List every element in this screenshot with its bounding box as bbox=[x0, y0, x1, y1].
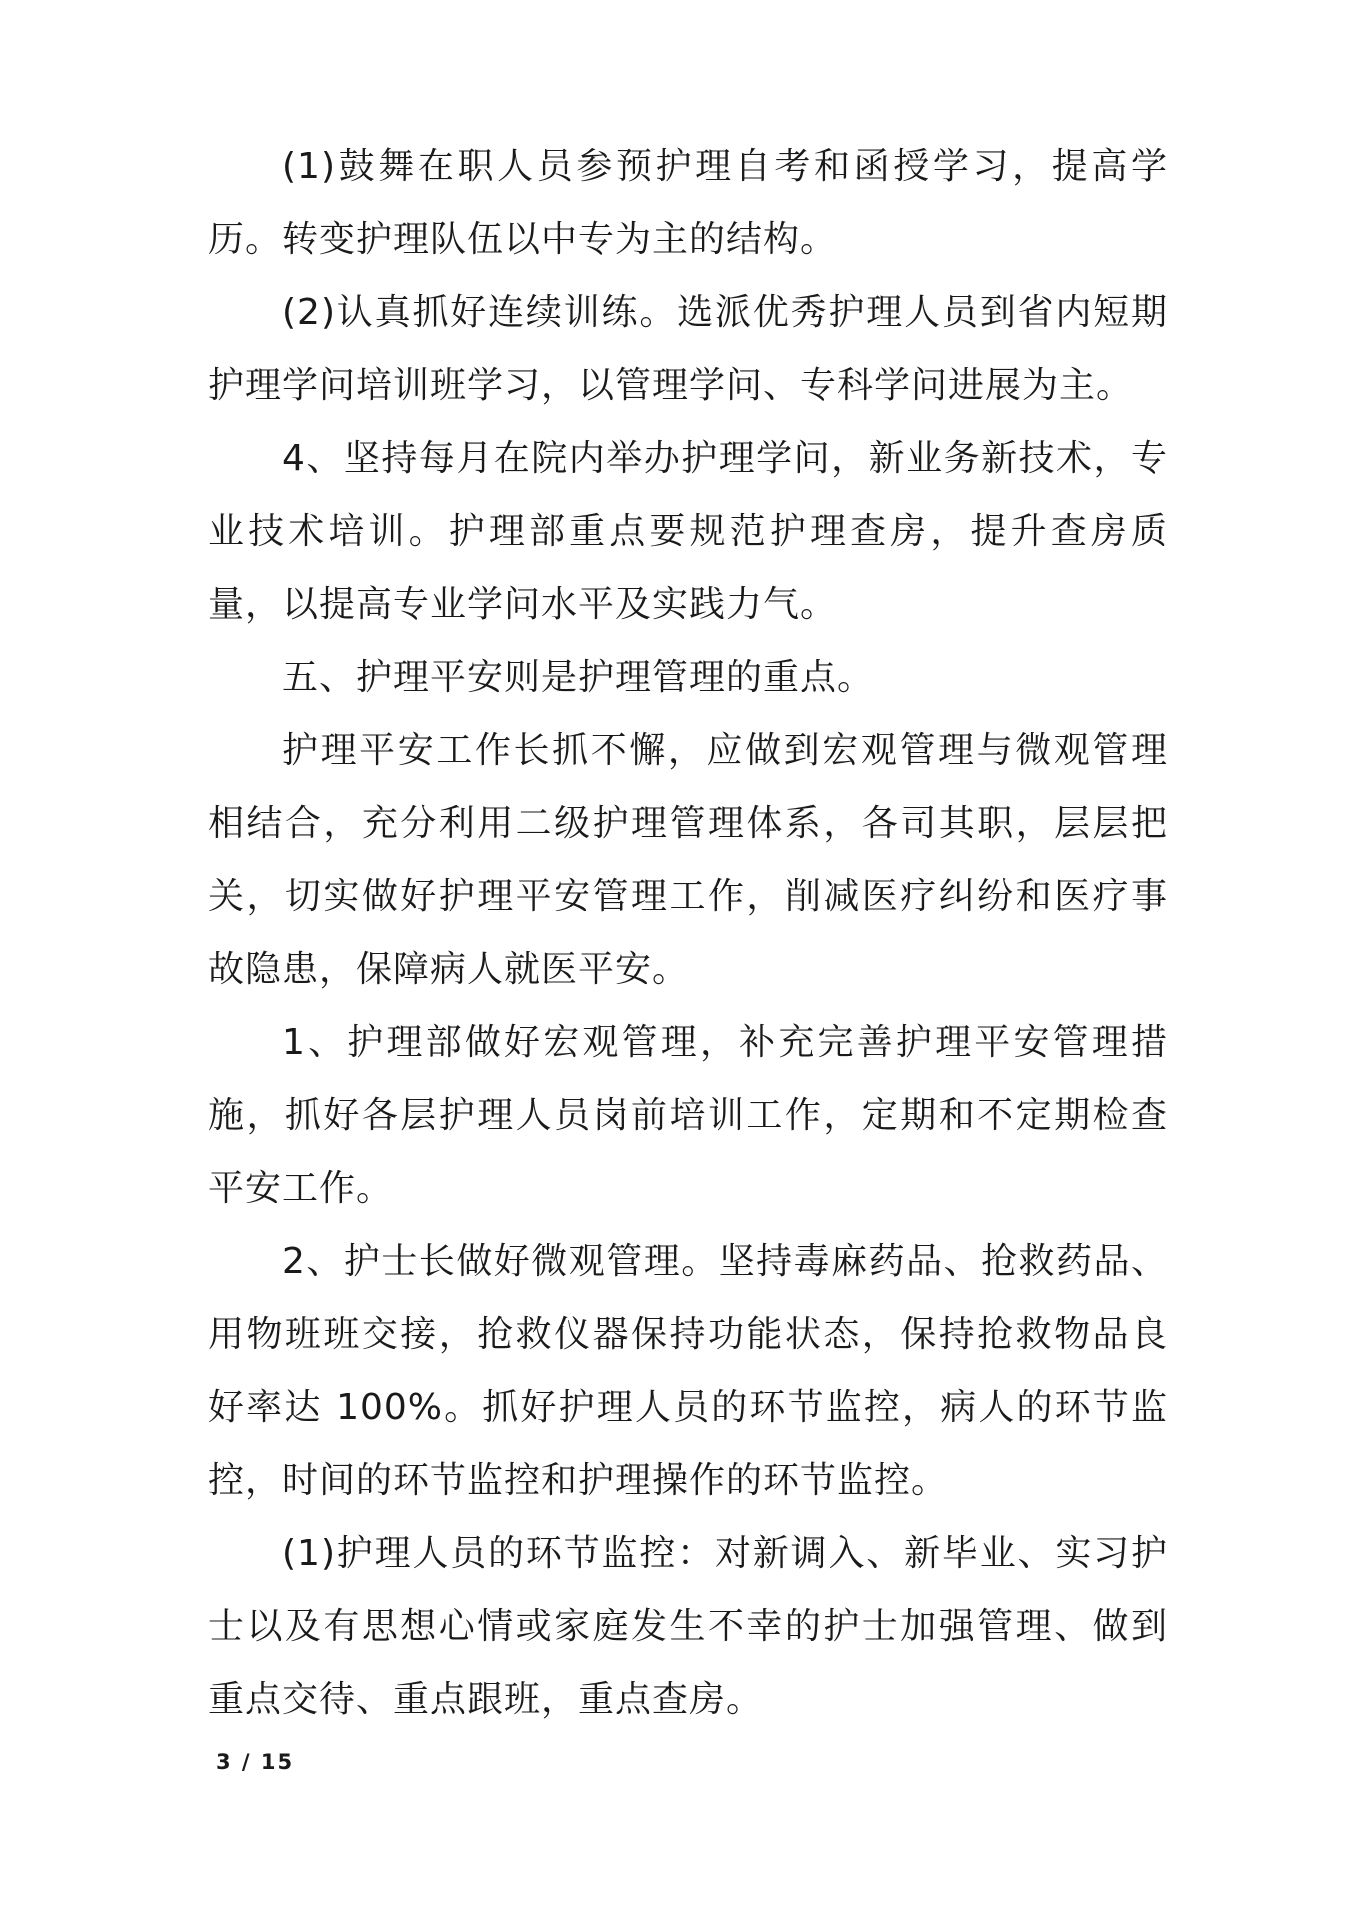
section-heading: 五、护理平安则是护理管理的重点。 bbox=[282, 657, 875, 698]
paragraph-6: 1、护理部做好宏观管理，补充完善护理平安管理措施，抓好各层护理人员岗前培训工作，定期和不定期检查平安工作。 bbox=[208, 1022, 1168, 1209]
paragraph-2: (2)认真抓好连续训练。选派优秀护理人员到省内短期护理学问培训班学习，以管理学问、专科学问进展为主。 bbox=[208, 292, 1168, 406]
document-body bbox=[208, 130, 1168, 1736]
paragraph-3: 4、坚持每月在院内举办护理学问，新业务新技术，专业技术培训。护理部重点要规范护理查房，提升查房质量，以提高专业学问水平及实践力气。 bbox=[208, 438, 1168, 625]
paragraph-8: (1)护理人员的环节监控：对新调入、新毕业、实习护士以及有思想心情或家庭发生不幸的护士加强管理、做到重点交待、重点跟班，重点查房。 bbox=[208, 1533, 1168, 1720]
paragraph-1: (1)鼓舞在职人员参预护理自考和函授学习，提高学历。转变护理队伍以中专为主的结构。 bbox=[208, 146, 1168, 260]
paragraph-5: 护理平安工作长抓不懈，应做到宏观管理与微观管理相结合，充分利用二级护理管理体系，各司其职，层层把关，切实做好护理平安管理工作，削减医疗纠纷和医疗事故隐患，保障病人就医平安。 bbox=[208, 730, 1168, 990]
page-number: 3 / 15 bbox=[216, 1750, 295, 1774]
paragraph-7: 2、护士长做好微观管理。坚持毒麻药品、抢救药品、用物班班交接，抢救仪器保持功能状态，保持抢救物品良好率达 100%。抓好护理人员的环节监控，病人的环节监控，时间的环节监控和护理操作的环节监控。 bbox=[208, 1241, 1168, 1501]
